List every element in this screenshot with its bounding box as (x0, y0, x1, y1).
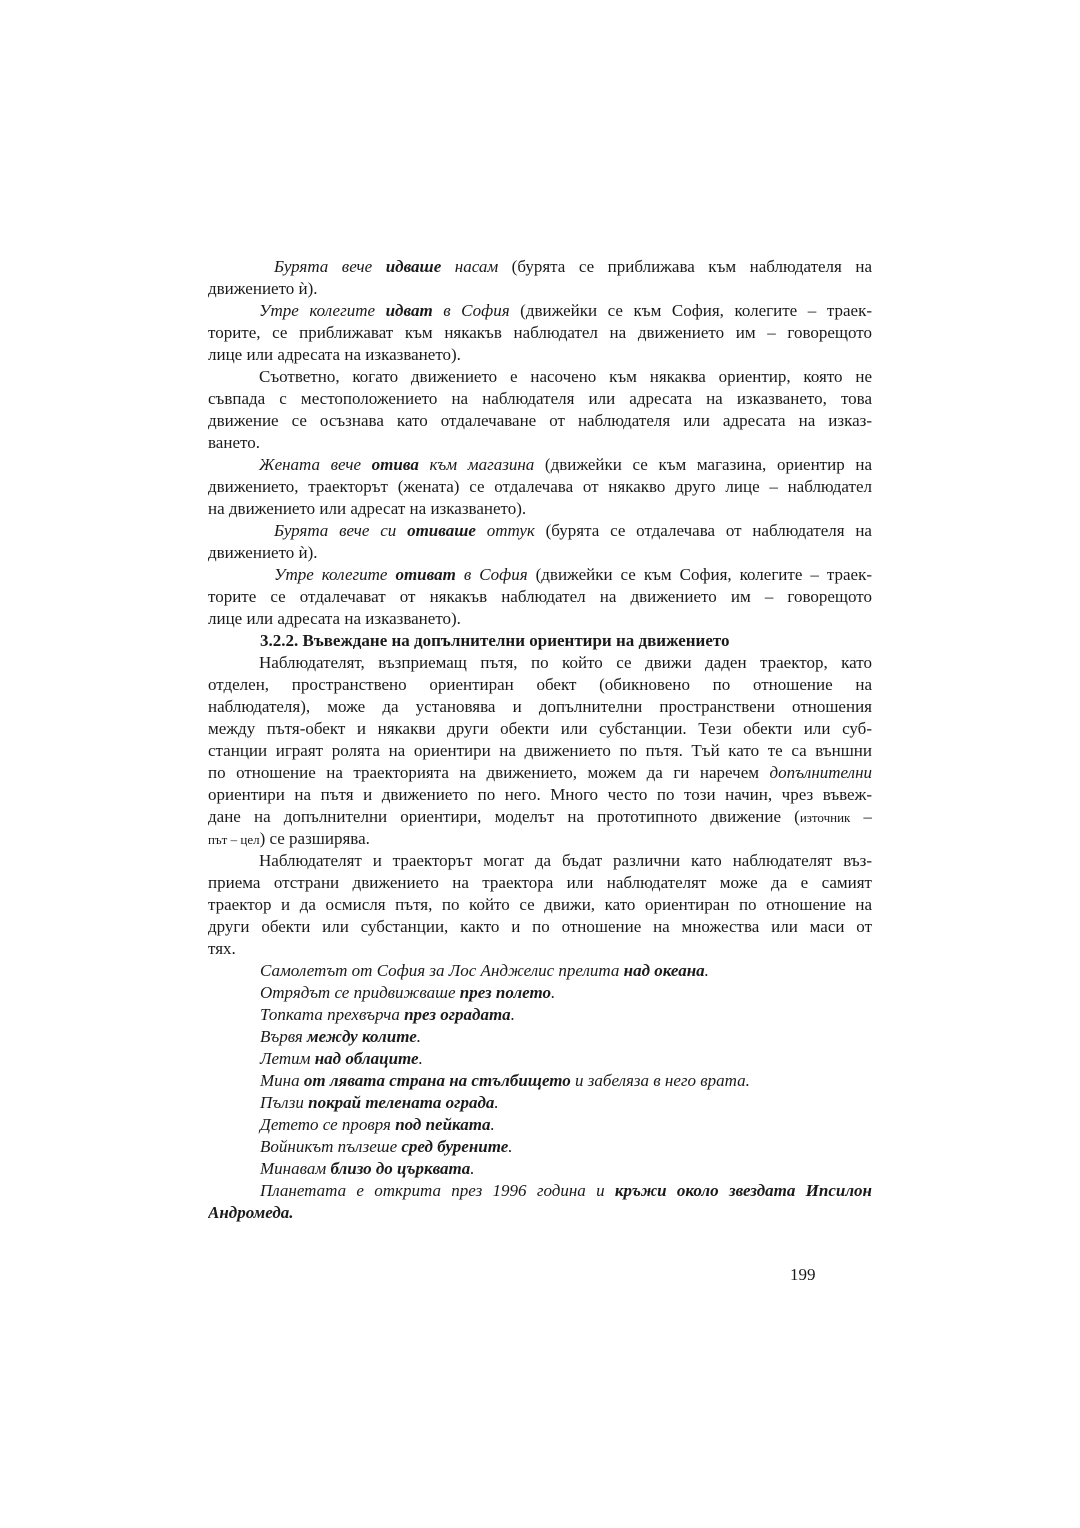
text-line: отделен, пространствено ориентиран обект (обикновено по отношение на (208, 675, 872, 694)
example-text: Самолетът от София за Лос Анджелис прелита (260, 961, 624, 980)
example-sentence (208, 1070, 872, 1092)
text-line: ването. (208, 433, 260, 452)
example-line (208, 300, 872, 322)
example-sentence (208, 1048, 872, 1070)
example-sentence-continuation (208, 1202, 872, 1224)
text-line: Наблюдателят и траекторът могат да бъдат различни като наблюдателят въз- (259, 851, 872, 870)
example-text: Вървя (260, 1027, 308, 1046)
bold-italic-verb: идваше (385, 257, 442, 276)
example-highlight: кръжи около звездата Ипсилон (614, 1181, 872, 1200)
body-text: (движейки се към София, колегите – траек- (527, 565, 872, 584)
body-text: (движейки се към магазина, ориентир на (534, 455, 872, 474)
italic-term: допълнителни (769, 763, 872, 782)
small-caps-term: път – цел (208, 832, 260, 847)
text-line: движението ѝ). (208, 543, 318, 562)
body-text: (движейки се към София, колегите – траек- (509, 301, 872, 320)
example-sentence (208, 1004, 872, 1026)
page-number: 199 (790, 1265, 816, 1284)
example-highlight: между колите (307, 1027, 417, 1046)
example-text: Мина (260, 1071, 304, 1090)
body-text: по отношение на траекторията на движението, можем да ги наречем (208, 763, 770, 782)
example-sentence (208, 1026, 872, 1048)
small-caps-term: източник (799, 810, 851, 825)
example-line (208, 564, 872, 586)
italic-text: Жената вече (259, 455, 372, 474)
example-sentence (208, 960, 872, 982)
example-text: Пълзи (260, 1093, 309, 1112)
example-text: . (470, 1159, 475, 1178)
example-text: . (416, 1027, 421, 1046)
text-line: съвпада с местоположението на наблюдателя или адресата на изказването, това (208, 389, 872, 408)
page-body (208, 256, 872, 1224)
text-line (208, 806, 872, 828)
example-sentence (208, 1092, 872, 1114)
example-sentence (208, 1180, 872, 1202)
example-highlight: покрай телената ограда (308, 1093, 495, 1112)
example-text: . (490, 1115, 495, 1134)
example-highlight: близо до църквата (330, 1159, 471, 1178)
example-highlight: Андромеда. (208, 1203, 294, 1222)
example-text: Планетата е открита през 1996 година и (260, 1181, 615, 1200)
text-line: Съответно, когато движението е насочено към някаква ориентир, която не (259, 367, 872, 386)
example-highlight: под пейката (395, 1115, 491, 1134)
body-text: (бурята се приближава към наблюдателя на (498, 257, 872, 276)
bold-italic-verb: отиваше (407, 521, 476, 540)
example-text: . (704, 961, 709, 980)
example-text: . (508, 1137, 513, 1156)
italic-text: Утре колегите (259, 301, 386, 320)
text-line: ориентири на пътя и движението по него. Много често по този начин, чрез въвеж- (208, 785, 872, 804)
text-line: наблюдателя), може да установява и допълнителни пространствени отношения (208, 697, 872, 716)
italic-text: Бурята вече (274, 257, 386, 276)
bold-italic-verb: отиват (395, 565, 456, 584)
example-highlight: над океана (623, 961, 705, 980)
text-line: между пътя-обект и някакви други обекти или субстанции. Тези обекти или суб- (208, 719, 872, 738)
example-sentence (208, 982, 872, 1004)
italic-text: оттук (475, 521, 535, 540)
example-highlight: от лявата страна на стълбището (303, 1071, 571, 1090)
italic-text: Бурята вече си (274, 521, 408, 540)
example-text: Отрядът се придвижваше (260, 983, 460, 1002)
text-line: торите се отдалечават от някакъв наблюдател на движението им – говорещото (208, 587, 872, 606)
text-line: траектор и да осмисля пътя, по който се движи, като ориентиран по отношение на (208, 895, 872, 914)
example-text: и забеляза в него врата. (570, 1071, 750, 1090)
example-sentence (208, 1114, 872, 1136)
text-line: на движението или адресат на изказването). (208, 499, 527, 518)
text-line (208, 762, 872, 784)
example-line (208, 520, 872, 542)
text-line (208, 828, 872, 850)
body-text: дане на допълнителни ориентири, моделът на прототипното движение ( (208, 807, 800, 826)
text-line: торите, се приближават към някакъв наблюдател на движението им – говорещото (208, 323, 872, 342)
text-line: други обекти или субстанции, както и по отношение на множества или маси от (208, 917, 872, 936)
example-text: . (418, 1049, 423, 1068)
italic-text: към магазина (418, 455, 535, 474)
bold-italic-verb: отива (371, 455, 419, 474)
body-text: (бурята се отдалечава от наблюдателя на (534, 521, 872, 540)
italic-text: насам (441, 257, 499, 276)
example-text: Летим (260, 1049, 315, 1068)
body-text: – (850, 807, 872, 826)
example-line (208, 256, 872, 278)
text-line: лице или адресата на изказването). (208, 345, 461, 364)
example-sentence (208, 1158, 872, 1180)
example-text: . (494, 1093, 499, 1112)
example-line (208, 454, 872, 476)
text-line: движението, траекторът (жената) се отдалечава от някакво друго лице – наблюдател (208, 477, 872, 496)
example-sentence (208, 1136, 872, 1158)
example-text: Топката прехвърча (260, 1005, 405, 1024)
text-line: приема отстрани движението на траектора или наблюдателят може да е самият (208, 873, 872, 892)
italic-text: Утре колегите (274, 565, 396, 584)
italic-text: в София (432, 301, 510, 320)
example-text: . (551, 983, 556, 1002)
example-highlight: през полето (459, 983, 551, 1002)
text-line: Наблюдателят, възприемащ пътя, по който се движи даден траектор, като (259, 653, 872, 672)
example-text: Войникът пълзеше (260, 1137, 402, 1156)
example-highlight: над облаците (314, 1049, 419, 1068)
text-line: движението ѝ). (208, 279, 318, 298)
text-line: тях. (208, 939, 236, 958)
italic-text: в София (455, 565, 528, 584)
example-text: Минавам (260, 1159, 331, 1178)
section-heading: 3.2.2. Въвеждане на допълнителни ориентири на движението (260, 631, 730, 650)
example-highlight: през оградата (404, 1005, 511, 1024)
example-highlight: сред бурените (401, 1137, 509, 1156)
example-text: Детето се провря (260, 1115, 396, 1134)
example-text: . (510, 1005, 515, 1024)
body-text: ) се разширява. (259, 829, 370, 848)
text-line: движение се осъзнава като отдалечаване от наблюдателя или адресата на изказ- (208, 411, 872, 430)
text-line: лице или адресата на изказването). (208, 609, 461, 628)
text-line: станции играят ролята на ориентири на движението по пътя. Тъй като те са външни (208, 741, 872, 760)
bold-italic-verb: идват (385, 301, 433, 320)
